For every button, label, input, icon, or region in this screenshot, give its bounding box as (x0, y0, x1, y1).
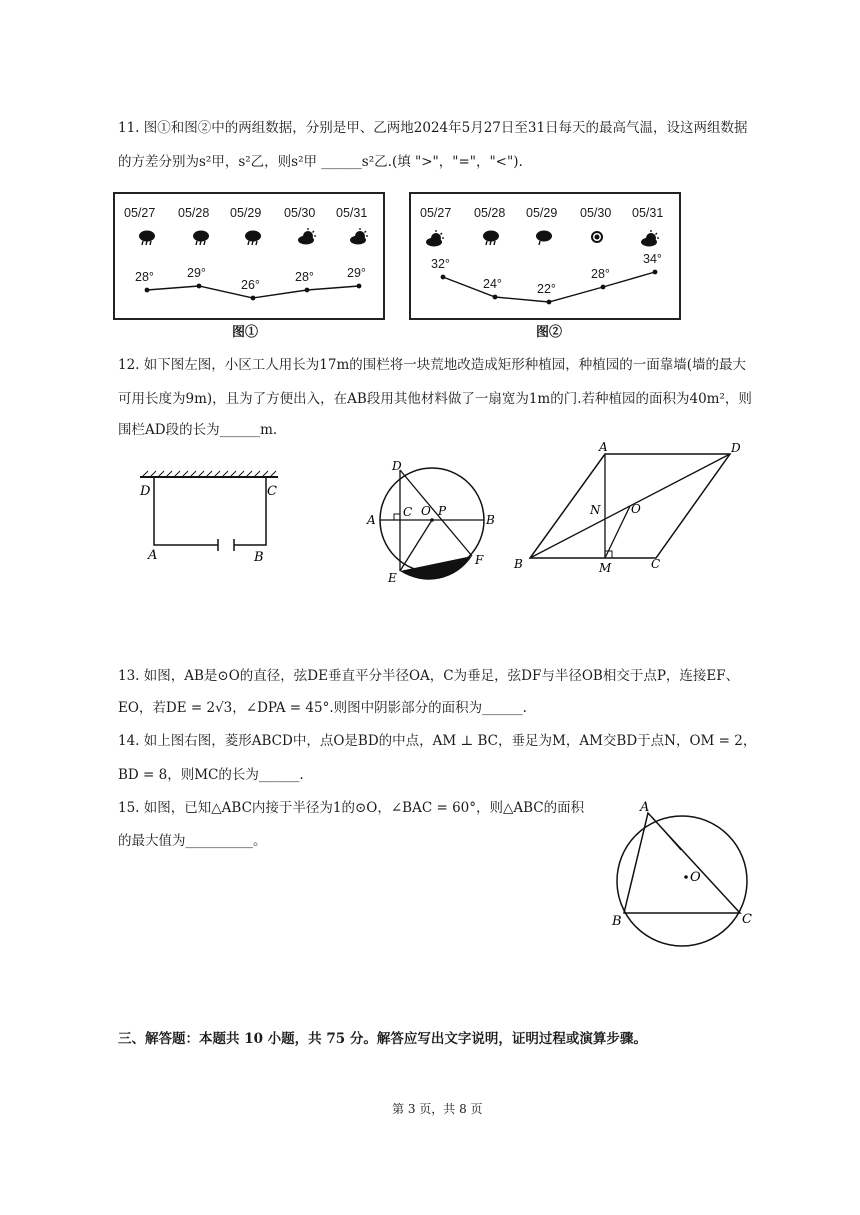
weather-panel-1 (113, 192, 385, 320)
temperature-label: 28° (295, 270, 314, 284)
weather-panel-2 (409, 192, 681, 320)
temperature-label: 29° (187, 266, 206, 280)
label-F: F (475, 553, 484, 567)
temperature-point (197, 284, 202, 289)
label-B: B (486, 513, 495, 527)
q11-line1: 11. 图①和图②中的两组数据，分别是甲、乙两地2024年5月27日至31日每天的最高气温，设这两组数据 (118, 120, 748, 136)
temperature-point (493, 295, 498, 300)
label-D: D (140, 484, 151, 499)
temperature-point (441, 275, 446, 280)
panel1-date-4: 05/30 (284, 206, 316, 220)
caption-figure-2: 图② (536, 325, 563, 340)
temperature-point (357, 284, 362, 289)
page-footer: 第 3 页，共 8 页 (392, 1102, 483, 1116)
label-N: N (590, 503, 601, 517)
label-C: C (651, 557, 661, 571)
temperature-point (601, 285, 606, 290)
temperature-point (305, 288, 310, 293)
temperature-label: 34° (643, 252, 662, 266)
q14-line2: BD = 8，则MC的长为______. (118, 767, 304, 783)
temperature-point (653, 270, 658, 275)
label-A: A (599, 440, 608, 454)
circle-figure-q13 (362, 458, 502, 588)
panel1-date-5: 05/31 (336, 206, 368, 220)
section-3-heading: 三、解答题：本题共 10 小题，共 75 分。解答应写出文字说明，证明过程或演算步骤。 (118, 1031, 647, 1047)
label-O: O (690, 870, 701, 885)
temperature-point (145, 288, 150, 293)
label-D: D (731, 441, 741, 455)
label-A: A (640, 800, 650, 815)
label-P: P (438, 504, 447, 518)
label-C: C (267, 484, 277, 499)
q12-line1: 12. 如下图左图，小区工人用长为17m的围栏将一块荒地改造成矩形种植园，种植园的一面靠墙(墙的最大 (118, 357, 747, 373)
label-B: B (514, 557, 523, 571)
temperature-point (547, 300, 552, 305)
temperature-label: 22° (537, 282, 556, 296)
temperature-trend-line-1 (115, 194, 383, 318)
q12-line2: 可用长度为9m)，且为了方便出入，在AB段用其他材料做了一扇宽为1m的门.若种植园的面积为40m²，则 (118, 391, 752, 407)
temperature-label: 32° (431, 257, 450, 271)
q12-line3: 围栏AD段的长为______m. (118, 422, 278, 438)
label-A: A (367, 513, 376, 527)
q15-line2: 的最大值为__________。 (118, 833, 267, 849)
label-E: E (388, 571, 397, 585)
temperature-point (251, 296, 256, 301)
label-M: M (599, 561, 612, 575)
panel1-date-1: 05/27 (124, 206, 156, 220)
panel2-date-4: 05/30 (580, 206, 612, 220)
garden-rectangle-figure (130, 465, 290, 565)
temperature-label: 29° (347, 266, 366, 280)
panel2-date-2: 05/28 (474, 206, 506, 220)
q11-line2: 的方差分别为s²甲，s²乙，则s²甲 ______s²乙.(填 ">"，"="，"<"). (118, 154, 523, 170)
inscribed-triangle-figure-q15 (606, 795, 764, 955)
q15-line1: 15. 如图，已知△ABC内接于半径为1的⊙O，∠BAC = 60°，则△ABC的面积 (118, 800, 585, 816)
label-B: B (612, 914, 622, 929)
panel1-date-3: 05/29 (230, 206, 262, 220)
rhombus-figure-q14 (508, 440, 758, 575)
label-A: A (148, 548, 158, 563)
q14-line1: 14. 如上图右图，菱形ABCD中，点O是BD的中点，AM ⊥ BC，垂足为M，AM交BD于点N，OM = 2， (118, 733, 757, 749)
panel1-date-2: 05/28 (178, 206, 210, 220)
label-C: C (742, 912, 752, 927)
label-O: O (631, 502, 641, 516)
panel2-date-1: 05/27 (420, 206, 452, 220)
q13-line2: EO，若DE = 2√3，∠DPA = 45°.则图中阴影部分的面积为______. (118, 700, 527, 716)
label-D: D (392, 459, 402, 473)
temperature-trend-line-2 (411, 194, 679, 318)
q13-line1: 13. 如图，AB是⊙O的直径，弦DE垂直平分半径OA，C为垂足，弦DF与半径OB相交于点P，连接EF、 (118, 668, 740, 684)
temperature-label: 26° (241, 278, 260, 292)
label-C: C (403, 505, 413, 519)
label-B: B (254, 550, 264, 565)
panel2-date-3: 05/29 (526, 206, 558, 220)
temperature-label: 24° (483, 277, 502, 291)
panel2-date-5: 05/31 (632, 206, 664, 220)
temperature-label: 28° (135, 270, 154, 284)
temperature-label: 28° (591, 267, 610, 281)
label-O: O (421, 504, 431, 518)
caption-figure-1: 图① (232, 325, 259, 340)
